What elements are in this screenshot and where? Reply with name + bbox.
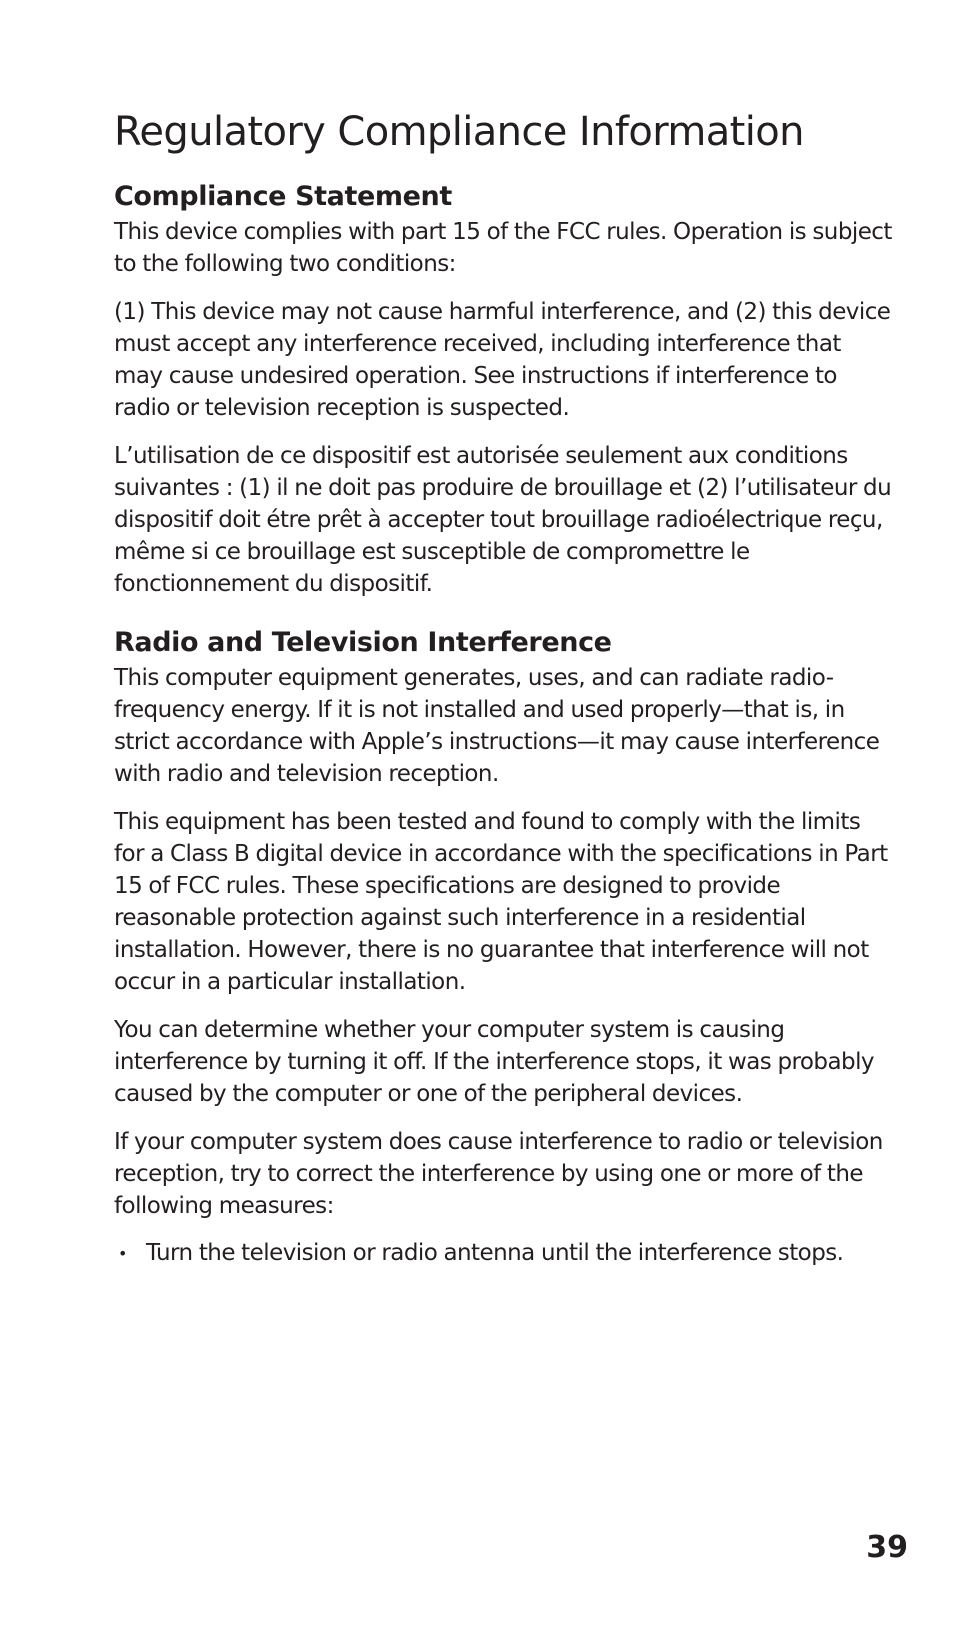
measures-list xyxy=(114,1236,894,1271)
list-item xyxy=(114,1236,894,1271)
paragraph-fcc-part-15: This device complies with part 15 of the FCC rules. Operation is subject to the following two conditions: xyxy=(114,219,892,277)
list-item-text: Turn the television or radio antenna until the interference stops. xyxy=(146,1240,844,1266)
section-heading-compliance-statement: Compliance Statement xyxy=(114,181,452,212)
section-heading-radio-tv-interference: Radio and Television Interference xyxy=(114,627,612,658)
paragraph-determine-interference: You can determine whether your computer system is causing interference by turning it off. If the interference stops, it was probably caused by the computer or one of the peripheral devices. xyxy=(114,1017,874,1107)
paragraph-rf-energy: This computer equipment generates, uses, and can radiate radio-frequency energy. If it is not installed and used properly—that is, in strict accordance with Apple’s instructions—it may cause interference with radio and television reception. xyxy=(114,665,880,787)
paragraph-class-b-limits: This equipment has been tested and found to comply with the limits for a Class B digital device in accordance with the specifications in Part 15 of FCC rules. These specifications are designed to provide reasonable protection against such interference in a residential installation. However, there is no guarantee that interference will not occur in a particular installation. xyxy=(114,809,888,995)
section-radio-tv-interference xyxy=(114,624,894,1271)
section-compliance-statement xyxy=(114,178,894,600)
paragraph-conditions: (1) This device may not cause harmful interference, and (2) this device must accept any interference received, including interference that may cause undesired operation. See instructions if interference to radio or television reception is suspected. xyxy=(114,299,891,421)
page-number: 39 xyxy=(866,1530,908,1565)
paragraph-french-conditions: L’utilisation de ce dispositif est autorisée seulement aux conditions suivantes : (1) il ne doit pas produire de brouillage et (2) l’utilisateur du dispositif doit étre prêt à accepter tout brouillage radioélectrique reçu, même si ce brouillage est susceptible de compromettre le fonctionnement du dispositif. xyxy=(114,443,892,597)
document-page xyxy=(114,104,894,1271)
page-title: Regulatory Compliance Information xyxy=(114,109,804,155)
paragraph-correct-measures: If your computer system does cause interference to radio or television reception, try to correct the interference by using one or more of the following measures: xyxy=(114,1129,883,1219)
bullet-icon: • xyxy=(118,1244,127,1263)
